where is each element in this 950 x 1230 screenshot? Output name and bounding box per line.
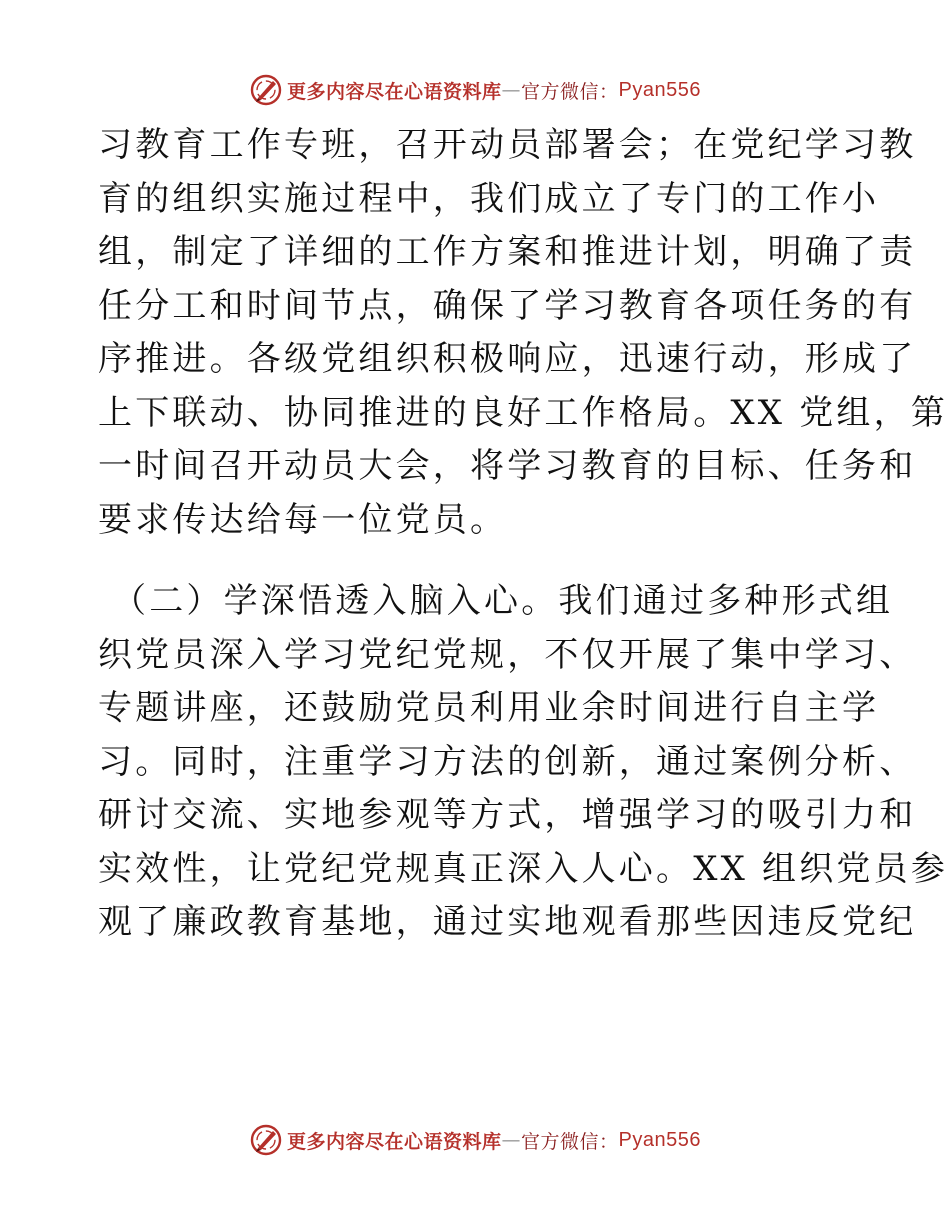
text-line: 组，制定了详细的工作方案和推进计划，明确了责 bbox=[98, 232, 917, 272]
text-line: 序推进。各级党组织积极响应，迅速行动，形成了 bbox=[98, 339, 917, 379]
text-line: 要求传达给每一位党员。 bbox=[98, 499, 508, 540]
watermark-wechat-id: Pyan556 bbox=[618, 78, 701, 101]
text-line: 观了廉政教育基地，通过实地观看那些因违反党纪 bbox=[98, 902, 917, 942]
watermark-lead-text: 更多内容尽在心语资料库 bbox=[287, 1130, 502, 1153]
text-line: 任分工和时间节点，确保了学习教育各项任务的有 bbox=[98, 285, 917, 326]
text-line: 一时间召开动员大会，将学习教育的目标、任务和 bbox=[98, 446, 917, 486]
paragraph-1 bbox=[98, 119, 949, 547]
document-body bbox=[98, 119, 949, 950]
paragraph-gap bbox=[98, 547, 858, 575]
watermark-dash: — bbox=[501, 1129, 522, 1151]
quill-pen-circle-icon bbox=[249, 1123, 283, 1157]
text-line: 育的组织实施过程中，我们成立了专门的工作小 bbox=[98, 178, 880, 219]
quill-pen-circle-icon bbox=[249, 73, 283, 107]
watermark-dash: — bbox=[501, 79, 522, 101]
section-heading-line: （二）学深悟透入脑入心。我们通过多种形式组 bbox=[112, 581, 894, 621]
text-line: 专题讲座，还鼓励党员利用业余时间进行自主学 bbox=[98, 688, 880, 728]
watermark-official-label: 官方微信： bbox=[521, 1130, 619, 1153]
text-line: 织党员深入学习党纪党规，不仅开展了集中学习、 bbox=[98, 634, 917, 675]
paragraph-2 bbox=[98, 575, 949, 950]
footer-watermark bbox=[0, 1120, 950, 1160]
watermark-wechat-id: Pyan556 bbox=[618, 1128, 701, 1151]
header-watermark bbox=[0, 70, 950, 110]
watermark-official-label: 官方微信： bbox=[521, 80, 619, 103]
text-line: 研讨交流、实地参观等方式，增强学习的吸引力和 bbox=[98, 795, 917, 835]
watermark-lead-text: 更多内容尽在心语资料库 bbox=[287, 80, 502, 103]
text-line: 习教育工作专班，召开动员部署会；在党纪学习教 bbox=[98, 125, 917, 165]
text-line: 习。同时，注重学习方法的创新，通过案例分析、 bbox=[98, 741, 917, 782]
text-line: 上下联动、协同推进的良好工作格局。XX 党组，第 bbox=[98, 392, 949, 433]
text-line: 实效性，让党纪党规真正深入人心。XX 组织党员参 bbox=[98, 848, 949, 889]
